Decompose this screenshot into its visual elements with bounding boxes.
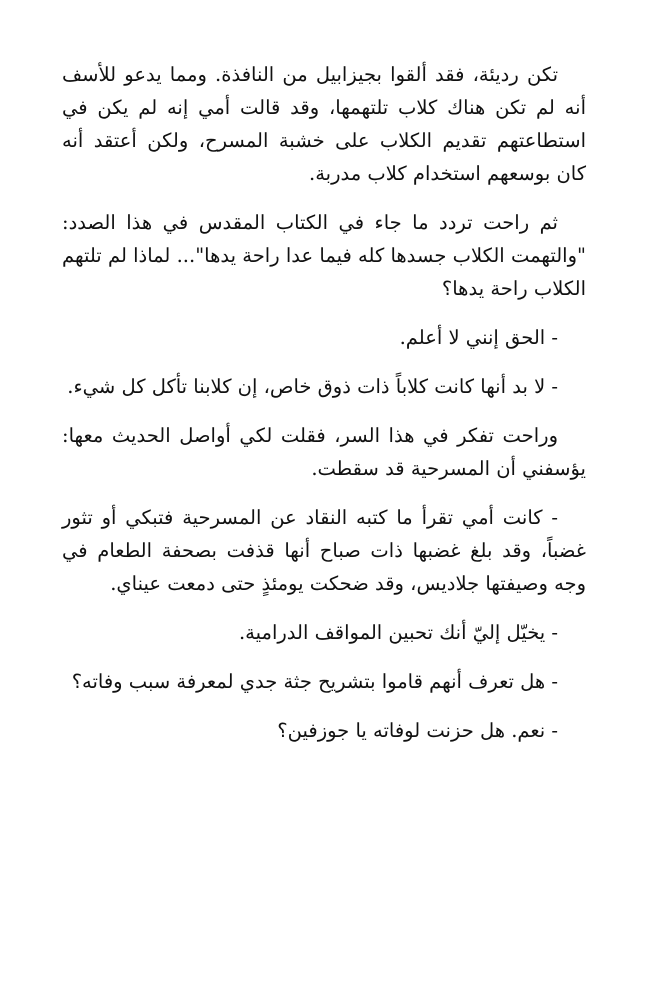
paragraph-jezebel: تكن رديئة، فقد ألقوا بجيزابيل من النافذة. ومما يدعو للأسف أنه لم تكن هناك كلاب تلتهمها، وقد قالت أمي إنه لم يكن في استطاعتهم تقديم الكلاب على خشبة المسرح، ولكن أعتقد أنه كان بوسعهم استخدام كلاب مدربة. [62,63,586,185]
paragraph-bible-quote: ثم راحت تردد ما جاء في الكتاب المقدس في هذا الصدد: "والتهمت الكلاب جسدها كله فيما عدا راحة يدها"... لماذا لم تلتهم الكلاب راحة يدها؟ [62,211,586,300]
document-page [62,58,586,763]
paragraph-play-failed: وراحت تفكر في هذا السر، فقلت لكي أواصل الحديث معها: يؤسفني أن المسرحية قد سقطت. [62,424,586,480]
dialogue-line-critics: - كانت أمي تقرأ ما كتبه النقاد عن المسرحية فتبكي أو تثور غضباً، وقد بلغ غضبها ذات صباح أنها قذفت بصحفة الطعام في وجه وصيفتها جلاديس، وقد ضحكت يومئذٍ حتى دمعت عيناي. [62,506,586,595]
dialogue-line-autopsy: - هل تعرف أنهم قاموا بتشريح جثة جدي لمعرفة سبب وفاته؟ [71,670,558,693]
dialogue-line-dogs-taste: - لا بد أنها كانت كلاباً ذات ذوق خاص، إن كلابنا تأكل كل شيء. [67,375,558,398]
dialogue-line-dont-know: - الحق إنني لا أعلم. [399,326,558,349]
dialogue-line-dramatic: - يخيّل إليّ أنك تحبين المواقف الدرامية. [238,621,558,644]
dialogue-line-josephine: - نعم. هل حزنت لوفاته يا جوزفين؟ [277,719,558,742]
